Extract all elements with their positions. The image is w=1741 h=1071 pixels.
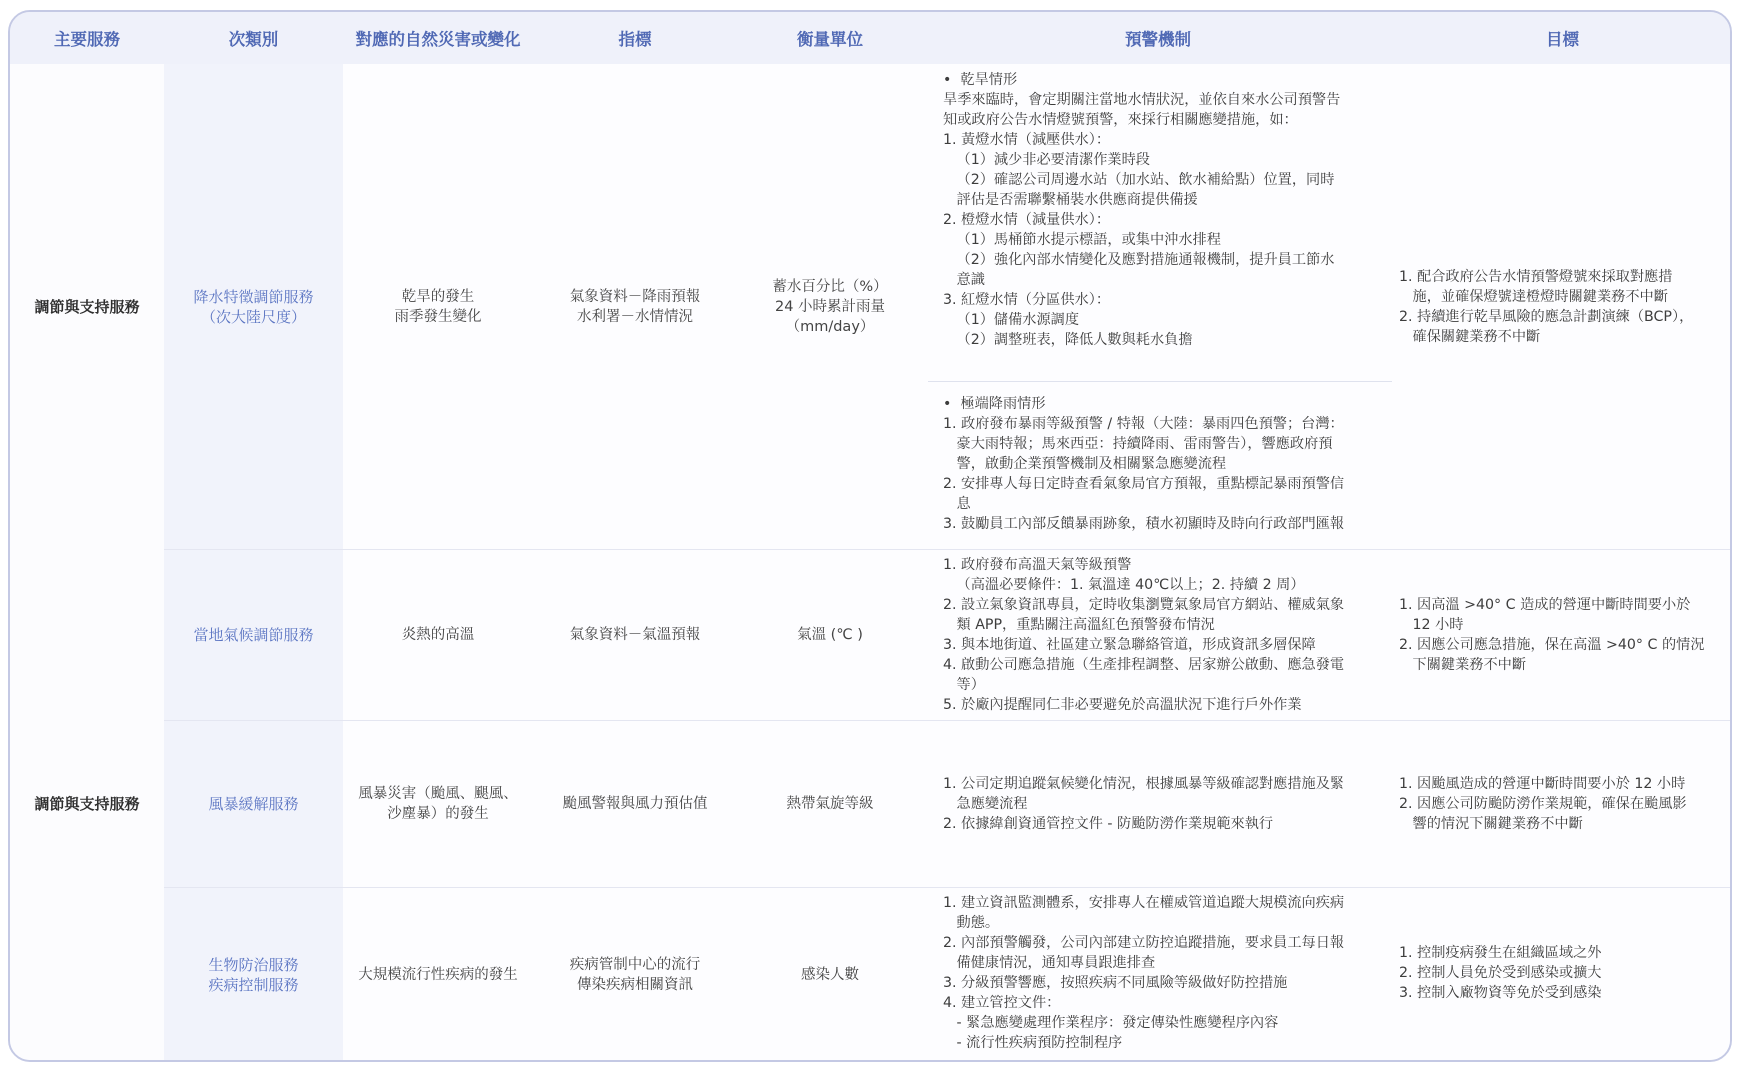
row1-hazard: 乾旱的發生 雨季發生變化 (394, 288, 482, 325)
row2-unit: 氣溫 (℃ ) (797, 626, 863, 643)
warning-line: 3. 與本地街道、社區建立緊急聯絡管道，形成資訊多層保障 (943, 637, 1316, 653)
warning-line: 1. 黃燈水情（減壓供水）： (943, 132, 1111, 148)
header-unit: 衡量單位 (797, 30, 863, 49)
warning-line: 2. 橙燈水情（減量供水）： (943, 212, 1111, 228)
goal-line: 2. 因應公司應急措施，保在高溫 >40° C 的情況 (1399, 637, 1705, 653)
goal-line: 1. 配合政府公告水情預警燈號來採取對應措 (1399, 269, 1673, 285)
header-indicator: 指標 (618, 30, 652, 49)
row3-main-service: 調節與支持服務 (34, 794, 140, 813)
warning-line: 意識 (943, 272, 985, 288)
warning-line: 3. 鼓勵員工內部反饋暴雨跡象，積水初顯時及時向行政部門匯報 (943, 516, 1345, 532)
header-warning: 預警機制 (1125, 30, 1191, 49)
warning-line: 1. 建立資訊監測體系，安排專人在權威管道追蹤大規模流向疾病 (943, 895, 1345, 911)
row4-unit: 感染人數 (801, 966, 859, 983)
risk-table (8, 10, 1732, 1062)
warning-line: （高溫必要條件：1. 氣溫達 40℃以上；2. 持續 2 周） (943, 577, 1305, 593)
warning-line: 知或政府公告水情燈號預警，來採行相關應變措施，如： (943, 112, 1298, 128)
goal-line: 3. 控制入廠物資等免於受到感染 (1399, 985, 1602, 1001)
warning-line: （1）馬桶節水提示標語，或集中沖水排程 (943, 232, 1221, 248)
row2-sub-category: 當地氣候調節服務 (193, 625, 314, 644)
row3-goal (1399, 774, 1732, 834)
warning-line: 類 APP，重點關注高溫紅色預警發布情況 (943, 617, 1215, 633)
row1-warning-rain (943, 394, 1393, 534)
goal-line: 確保關鍵業務不中斷 (1399, 329, 1541, 345)
goal-line: 1. 因颱風造成的營運中斷時間要小於 12 小時 (1399, 776, 1686, 792)
goal-line: 2. 因應公司防颱防澇作業規範，確保在颱風影 (1399, 796, 1687, 812)
warning-line: 豪大雨特報；馬來西亞：持續降雨、雷雨警告），響應政府預 (943, 436, 1333, 452)
row1-sub-category: 降水特徵調節服務 （次大陸尺度） (193, 287, 314, 326)
goal-line: 1. 控制疫病發生在組織區域之外 (1399, 945, 1602, 961)
row1-unit: 蓄水百分比（%） 24 小時累計雨量 （mm/day） (772, 278, 888, 335)
row3-indicator: 颱風警報與風力預估值 (562, 795, 708, 812)
warning-line: - 流行性疾病預防控制程序 (943, 1035, 1123, 1051)
table-header (10, 12, 1730, 64)
warning-line: • 極端降雨情形 (943, 396, 1046, 412)
row3-warning (943, 774, 1393, 834)
warning-line: 2. 依據緯創資通管控文件 - 防颱防澇作業規範來執行 (943, 816, 1274, 832)
row2-hazard: 炎熱的高溫 (401, 626, 475, 643)
goal-line: 2. 控制人員免於受到感染或擴大 (1399, 965, 1602, 981)
row1-warning-drought (943, 70, 1393, 350)
warning-line: 評估是否需聯繫桶裝水供應商提供備援 (943, 192, 1198, 208)
warning-line: 2. 安排專人每日定時查看氣象局官方預報，重點標記暴雨預警信 (943, 476, 1345, 492)
row2-indicator: 氣象資料－氣溫預報 (569, 626, 701, 643)
row1-indicator: 氣象資料－降雨預報 水利署－水情情況 (569, 288, 701, 325)
warning-line: 旱季來臨時，會定期關注當地水情狀況，並依自來水公司預警告 (943, 92, 1341, 108)
warning-line: （2）調整班表，降低人數與耗水負擔 (943, 332, 1193, 348)
warning-line: （1）儲備水源調度 (943, 312, 1080, 328)
goal-line: 響的情況下關鍵業務不中斷 (1399, 816, 1583, 832)
row4-sub-category: 生物防治服務 疾病控制服務 (208, 955, 299, 994)
row3-hazard: 風暴災害（颱風、颶風、 沙塵暴）的發生 (358, 785, 518, 822)
warning-line: 4. 啟動公司應急措施（生產排程調整、居家辦公啟動、應急發電 (943, 657, 1345, 673)
goal-line: 1. 因高溫 >40° C 造成的營運中斷時間要小於 (1399, 597, 1691, 613)
warning-line: 1. 政府發布高溫天氣等級預警 (943, 557, 1132, 573)
warning-line: 1. 政府發布暴雨等級預警 / 特報（大陸：暴雨四色預警；台灣： (943, 416, 1344, 432)
warning-line: 備健康情況，通知專員跟進排查 (943, 955, 1156, 971)
row4-warning (943, 893, 1393, 1053)
header-sub-category: 次類別 (228, 30, 279, 49)
warning-line: 1. 公司定期追蹤氣候變化情況，根據風暴等級確認對應措施及緊 (943, 776, 1345, 792)
row3-sub-category: 風暴緩解服務 (208, 794, 299, 813)
row4-indicator: 疾病管制中心的流行 傳染疾病相關資訊 (569, 956, 701, 993)
warning-line: 4. 建立管控文件： (943, 995, 1061, 1011)
warning-line: - 緊急應變處理作業程序：發定傳染性應變程序內容 (943, 1015, 1279, 1031)
warning-line: 息 (943, 496, 971, 512)
warning-line: 3. 紅燈水情（分區供水）： (943, 292, 1111, 308)
row3-unit: 熱帶氣旋等級 (786, 795, 874, 812)
goal-line: 2. 持續進行乾旱風險的應急計劃演練（BCP）， (1399, 309, 1694, 325)
row1-main-service: 調節與支持服務 (34, 297, 140, 316)
warning-line: 2. 設立氣象資訊專員，定時收集瀏覽氣象局官方網站、權威氣象 (943, 597, 1345, 613)
warning-line: • 乾旱情形 (943, 72, 1018, 88)
warning-line: 等） (943, 677, 985, 693)
row2-warning (943, 555, 1393, 715)
row1-goal (1399, 267, 1732, 347)
warning-line: 2. 內部預警觸發，公司內部建立防控追蹤措施，要求員工每日報 (943, 935, 1345, 951)
warning-line: 5. 於廠內提醒同仁非必要避免於高溫狀況下進行戶外作業 (943, 697, 1302, 713)
warning-line: 3. 分級預警響應，按照疾病不同風險等級做好防控措施 (943, 975, 1288, 991)
goal-line: 施，並確保燈號達橙燈時關鍵業務不中斷 (1399, 289, 1668, 305)
warning-line: （2）強化內部水情變化及應對措施通報機制，提升員工節水 (943, 252, 1335, 268)
header-main-service: 主要服務 (54, 30, 120, 49)
header-hazard: 對應的自然災害或變化 (355, 30, 521, 49)
goal-line: 12 小時 (1399, 617, 1464, 633)
warning-split-divider (928, 381, 1392, 382)
row4-goal (1399, 943, 1732, 1003)
warning-line: 急應變流程 (943, 796, 1028, 812)
warning-line: 動態。 (943, 915, 1000, 931)
warning-line: （2）確認公司周邊水站（加水站、飲水補給點）位置，同時 (943, 172, 1335, 188)
row2-goal (1399, 595, 1732, 675)
header-goal: 目標 (1546, 30, 1579, 49)
warning-line: （1）減少非必要清潔作業時段 (943, 152, 1150, 168)
warning-line: 警，啟動企業預警機制及相關緊急應變流程 (943, 456, 1227, 472)
goal-line: 下關鍵業務不中斷 (1399, 657, 1527, 673)
row4-hazard: 大規模流行性疾病的發生 (358, 966, 518, 983)
